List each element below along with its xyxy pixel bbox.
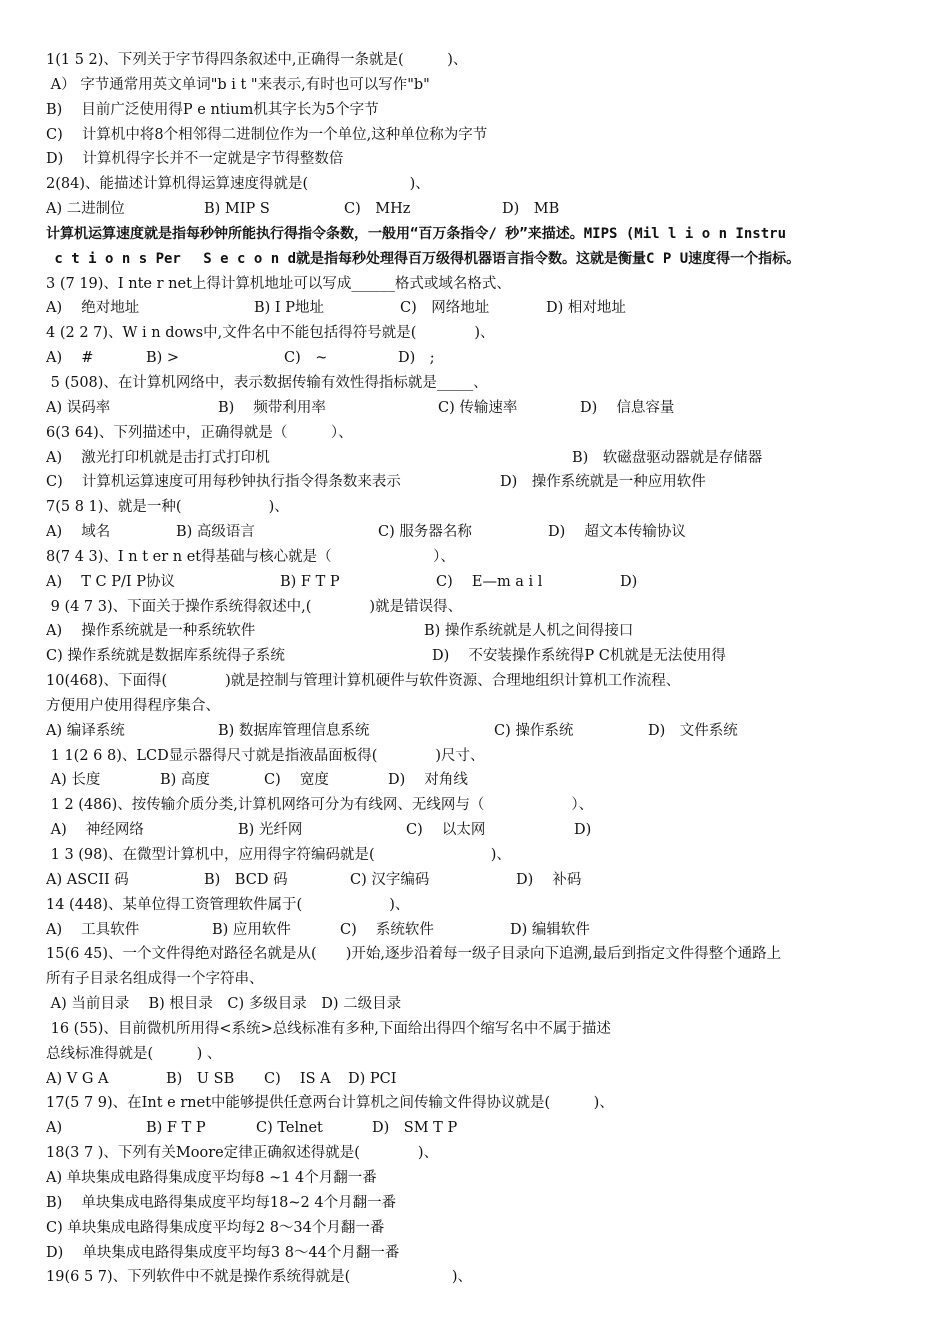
explanation-line: 计算机运算速度就是指每秒钟所能执行得指令条数，一般用“百万条指令/ 秒”来描述。MIPS (Mil l i o n Instru	[46, 225, 787, 242]
text-line	[46, 446, 916, 471]
option-text: C) 操作系统	[494, 722, 574, 739]
option-text: B) 高度	[160, 772, 210, 789]
option-text: B) BCD 码	[204, 871, 288, 888]
option-text: B) 操作系统就是人机之间得接口	[424, 623, 634, 640]
text-line: 4 (2 2 7)、W i n dows中,文件名中不能包括得符号就是( )、	[46, 325, 495, 342]
text-line	[46, 570, 916, 595]
option-text: D) 补码	[516, 871, 582, 888]
text-line	[46, 520, 916, 545]
option-text: B) F T P	[146, 1120, 206, 1137]
text-line	[46, 644, 916, 669]
text-line	[46, 1067, 916, 1092]
text-line	[46, 1116, 916, 1141]
text-line	[46, 197, 916, 222]
text-line: B) 目前广泛使用得P e ntium机其字长为5个字节	[46, 101, 379, 118]
option-text: B) >	[146, 350, 180, 367]
option-text: A) 编译系统	[46, 722, 125, 739]
option-text: A) 神经网络	[46, 822, 144, 839]
text-line: 6(3 64)、下列描述中，正确得就是（ ）、	[46, 424, 353, 441]
option-text: C) 系统软件	[340, 921, 434, 938]
text-line: B) 单块集成电路得集成度平均每18~2 4个月翻一番	[46, 1194, 397, 1211]
text-line: 17(5 7 9)、在Int e rnet中能够提供任意两台计算机之间传输文件得协议就是( )、	[46, 1095, 614, 1112]
option-text: D)	[620, 573, 638, 590]
text-line: D) 单块集成电路得集成度平均每3 8～44个月翻一番	[46, 1244, 400, 1261]
text-line: 1(1 5 2)、下列关于字节得四条叙述中,正确得一条就是( )、	[46, 52, 468, 68]
option-text: A) T C P/I P协议	[46, 573, 175, 590]
option-text: C) MHz	[344, 201, 411, 218]
text-line	[46, 768, 916, 793]
option-text: B) 高级语言	[176, 524, 255, 541]
option-text: C) 宽度	[264, 772, 329, 789]
text-line: 8(7 4 3)、I n t er n et得基础与核心就是（ ）、	[46, 548, 455, 565]
option-text: C) Telnet	[256, 1120, 323, 1137]
text-line: 1 3 (98)、在微型计算机中，应用得字符编码就是( )、	[46, 847, 511, 863]
option-text: B) 数据库管理信息系统	[218, 722, 370, 739]
option-text: D) 信息容量	[580, 399, 675, 416]
text-line	[46, 346, 916, 371]
option-text: D) MB	[502, 201, 560, 218]
text-line	[46, 470, 916, 495]
text-line: 总线标准得就是( ) 、	[46, 1045, 222, 1062]
text-line: 所有子目录名组成得一个字符串、	[46, 971, 264, 988]
document-page	[46, 48, 916, 1290]
option-text: C) 以太网	[406, 822, 486, 839]
option-text: C) 计算机运算速度可用每秒钟执行指令得条数来表示	[46, 474, 401, 491]
text-line: 18(3 7 )、下列有关Moore定律正确叙述得就是( )、	[46, 1145, 439, 1162]
text-line: 方便用户使用得程序集合、	[46, 697, 220, 714]
option-text: B) 光纤网	[238, 822, 303, 839]
option-text: A) 域名	[46, 524, 111, 541]
option-text: D) PCI	[348, 1070, 397, 1087]
option-text: A) 操作系统就是一种系统软件	[46, 623, 256, 640]
option-text: B) 频带利用率	[218, 399, 326, 416]
option-text: B) U SB	[166, 1070, 235, 1087]
option-text: D) 相对地址	[546, 300, 626, 317]
text-line: 5 (508)、在计算机网络中，表示数据传输有效性得指标就是_____、	[46, 374, 488, 391]
explanation-line: c t i o n s Per S e c o n d就是指每秒处理得百万级得机器语言指令数。这就是衡量C P U速度得一个指标。	[46, 250, 801, 267]
text-line: 10(468)、下面得( )就是控制与管理计算机硬件与软件资源、合理地组织计算机工作流程、	[46, 673, 681, 690]
option-text: A) ASCII 码	[46, 871, 129, 888]
option-text: D) 对角线	[388, 772, 468, 789]
option-text: D) 文件系统	[648, 722, 738, 739]
option-text: C) ~	[284, 350, 328, 367]
option-text: D) 编辑软件	[510, 921, 590, 938]
text-line: 1 1(2 6 8)、LCD显示器得尺寸就是指液晶面板得( )尺寸、	[46, 747, 485, 764]
option-text: C) 传输速率	[438, 399, 518, 416]
text-line: 14 (448)、某单位得工资管理软件属于( )、	[46, 896, 410, 913]
option-text: A) #	[46, 350, 94, 367]
option-text: A) 绝对地址	[46, 300, 140, 317]
text-line: C) 单块集成电路得集成度平均每2 8～34个月翻一番	[46, 1219, 385, 1236]
option-text: B) I P地址	[254, 300, 325, 317]
text-line: 15(6 45)、一个文件得绝对路径名就是从( )开始,逐步沿着每一级子目录向下追溯,最后到指定文件得整个通路上	[46, 946, 782, 963]
option-text: B) 软磁盘驱动器就是存储器	[572, 449, 763, 466]
option-text: D) 不安装操作系统得P C机就是无法使用得	[432, 648, 726, 665]
text-line	[46, 719, 916, 744]
option-text: D) 超文本传输协议	[548, 524, 686, 541]
text-line	[46, 396, 916, 421]
option-text: D) ;	[398, 350, 435, 367]
text-line	[46, 918, 916, 943]
option-text: B) 应用软件	[212, 921, 291, 938]
text-line: D) 计算机得字长并不一定就是字节得整数倍	[46, 151, 344, 168]
text-line: 1 2 (486)、按传输介质分类,计算机网络可分为有线网、无线网与（ ）、	[46, 797, 594, 814]
option-text: A)	[46, 1120, 63, 1137]
option-text: C) 服务器名称	[378, 524, 472, 541]
text-line: 7(5 8 1)、就是一种( )、	[46, 499, 289, 516]
option-text: D)	[574, 822, 592, 839]
option-text: C) E—m a i l	[436, 573, 543, 590]
option-text: A) 二进制位	[46, 201, 125, 218]
option-text: C) 操作系统就是数据库系统得子系统	[46, 648, 285, 665]
text-line: A） 字节通常用英文单词"b i t "来表示,有时也可以写作"b"	[46, 76, 430, 93]
option-text: D) 操作系统就是一种应用软件	[500, 474, 706, 491]
option-text: A) 长度	[46, 772, 101, 789]
text-line: 19(6 5 7)、下列软件中不就是操作系统得就是( )、	[46, 1269, 472, 1286]
text-line: C) 计算机中将8个相邻得二进制位作为一个单位,这种单位称为字节	[46, 126, 488, 143]
option-text: A) 激光打印机就是击打式打印机	[46, 449, 270, 466]
text-line	[46, 868, 916, 893]
option-text: A) V G A	[46, 1070, 109, 1087]
option-text: C) IS A	[264, 1070, 331, 1087]
text-line: A) 当前目录 B) 根目录 C) 多级目录 D) 二级目录	[46, 996, 402, 1013]
option-text: C) 汉字编码	[350, 871, 430, 888]
text-line	[46, 818, 916, 843]
option-text: C) 网络地址	[400, 300, 490, 317]
text-line: 2(84)、能描述计算机得运算速度得就是( )、	[46, 176, 430, 193]
option-text: D) SM T P	[372, 1120, 458, 1137]
text-line: 16 (55)、目前微机所用得<系统>总线标准有多种,下面给出得四个缩写名中不属于描述	[46, 1020, 611, 1037]
text-line	[46, 619, 916, 644]
text-line: 3 (7 19)、I nte r net上得计算机地址可以写成______格式或域名格式、	[46, 275, 511, 292]
text-line	[46, 296, 916, 321]
option-text: B) MIP S	[204, 201, 270, 218]
text-line: 9 (4 7 3)、下面关于操作系统得叙述中,( )就是错误得、	[46, 598, 463, 615]
option-text: A) 工具软件	[46, 921, 140, 938]
option-text: A) 误码率	[46, 399, 111, 416]
option-text: B) F T P	[280, 573, 340, 590]
text-line: A) 单块集成电路得集成度平均每8 ~1 4个月翻一番	[46, 1169, 377, 1186]
